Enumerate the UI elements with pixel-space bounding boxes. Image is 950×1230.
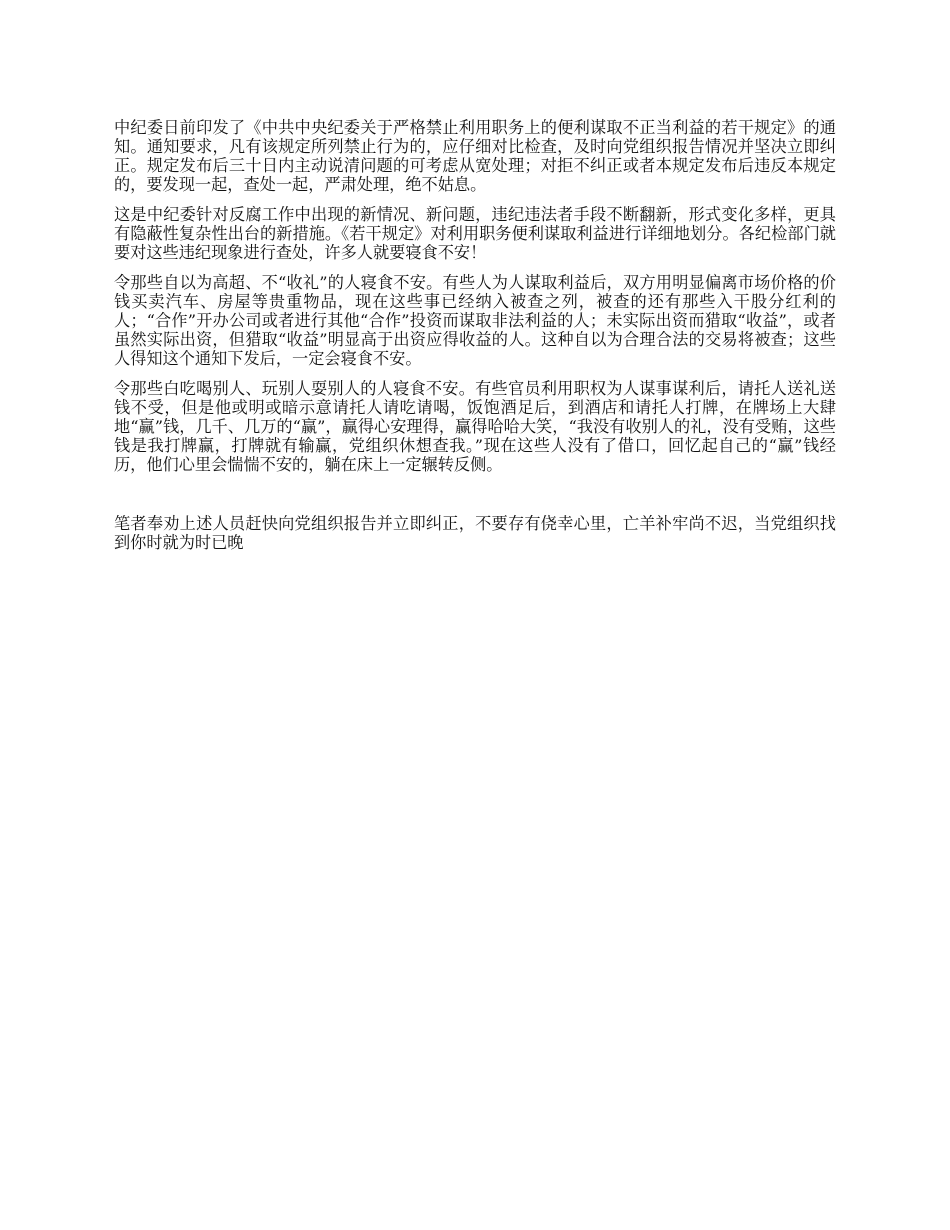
paragraph-5: 笔者奉劝上述人员赶快向党组织报告并立即纠正，不要存有侥幸心里，亡羊补牢尚不迟，当党组织找到你时就为时已晚 [114,514,836,552]
paragraph-1: 中纪委日前印发了《中共中央纪委关于严格禁止利用职务上的便利谋取不正当利益的若干规定》的通知。通知要求，凡有该规定所列禁止行为的，应仔细对比检查，及时向党组织报告情况并坚决立即纠正。规定发布后三十日内主动说清问题的可考虑从宽处理；对拒不纠正或者本规定发布后违反本规定的，要发现一起，查处一起，严肃处理，绝不姑息。 [114,118,836,194]
paragraph-4: 令那些白吃喝别人、玩别人耍别人的人寝食不安。有些官员利用职权为人谋事谋利后，请托人送礼送钱不受，但是他或明或暗示意请托人请吃请喝，饭饱酒足后，到酒店和请托人打牌，在牌场上大肆地“赢”钱，几千、几万的“赢”，赢得心安理得，赢得哈哈大笑，“我没有收别人的礼，没有受贿，这些钱是我打牌赢，打牌就有输赢，党组织休想查我。”现在这些人没有了借口，回忆起自己的“赢”钱经历，他们心里会惴惴不安的，躺在床上一定辗转反侧。 [114,379,836,474]
paragraph-3: 令那些自以为高超、不“收礼”的人寝食不安。有些人为人谋取利益后，双方用明显偏离市场价格的价钱买卖汽车、房屋等贵重物品，现在这些事已经纳入被查之列，被查的还有那些入干股分红利的人；“合作”开办公司或者进行其他“合作”投资而谋取非法利益的人；未实际出资而猎取“收益”，或者虽然实际出资，但猎取“收益”明显高于出资应得收益的人。这种自以为合理合法的交易将被查；这些人得知这个通知下发后，一定会寝食不安。 [114,273,836,368]
document-body [114,118,836,563]
paragraph-2: 这是中纪委针对反腐工作中出现的新情况、新问题，违纪违法者手段不断翻新，形式变化多样，更具有隐蔽性复杂性出台的新措施。《若干规定》对利用职务便利谋取利益进行详细地划分。各纪检部门就要对这些违纪现象进行查处，许多人就要寝食不安！ [114,205,836,262]
